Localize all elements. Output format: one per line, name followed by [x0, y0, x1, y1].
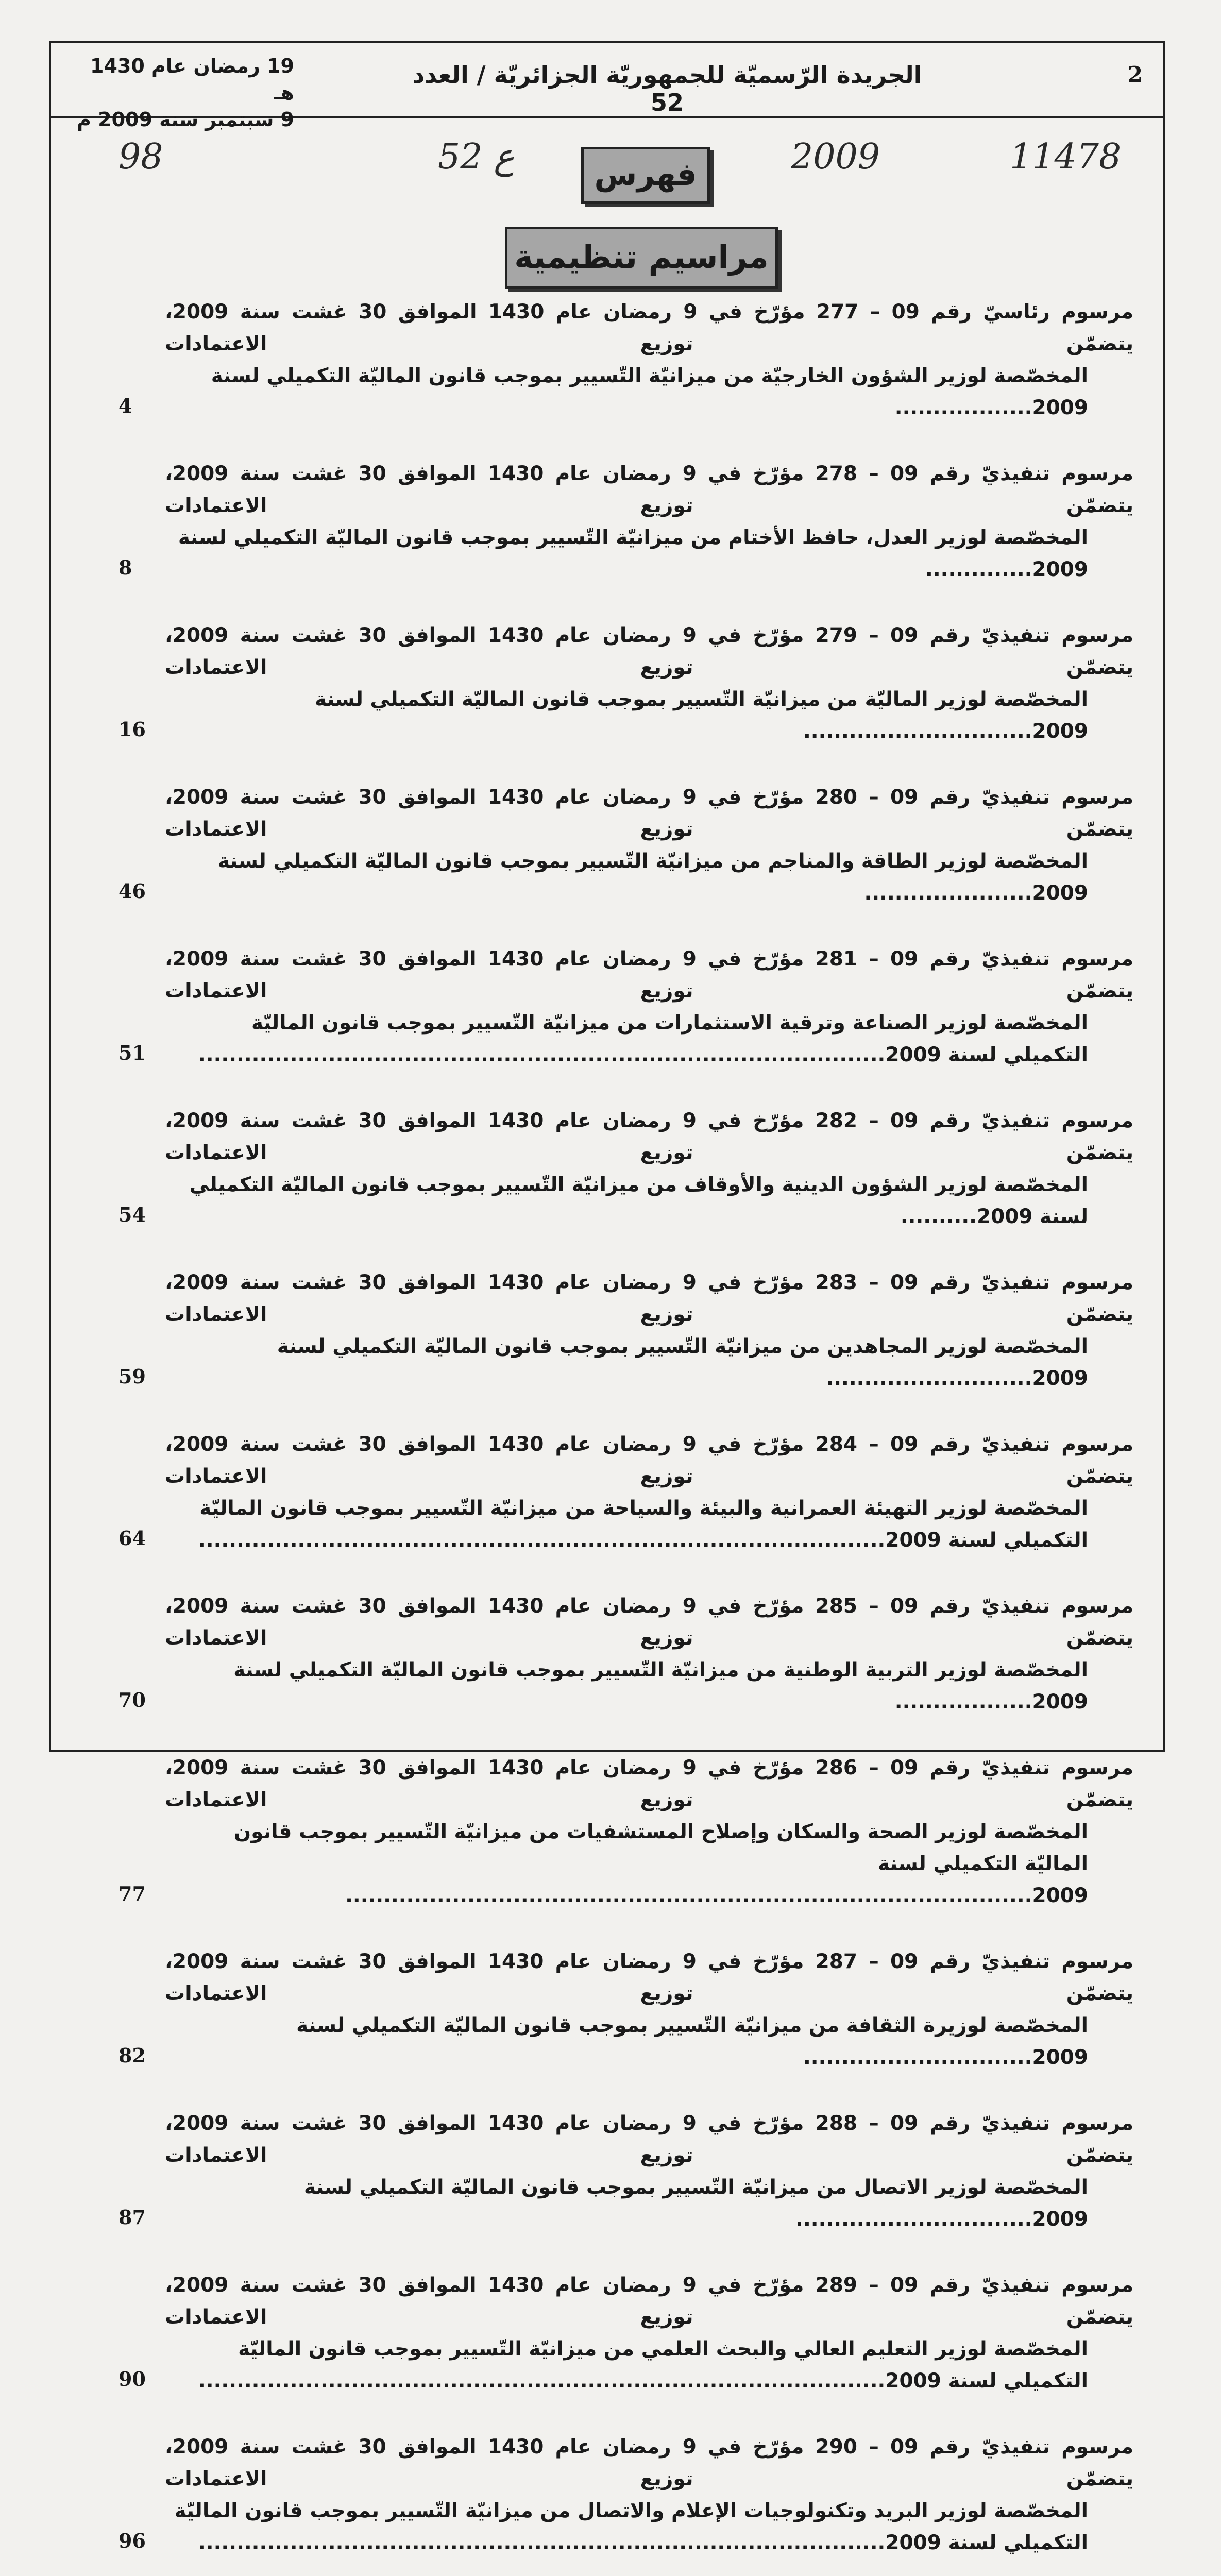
index-entries: [118, 296, 1133, 2576]
entry-page-number: 70: [118, 1688, 146, 1711]
page-number: 2: [1127, 62, 1143, 87]
entry-line: مرسوم تنفيذيّ رقم 09 – 287 مؤرّخ في 9 رمضان عام 1430 الموافق 30 غشت سنة 2009، يتضمّن توزيع الاعتمادات: [165, 1950, 1134, 2005]
index-entry: [118, 296, 1133, 424]
entry-page-number: 51: [118, 1041, 146, 1064]
entry-line: مرسوم تنفيذيّ رقم 09 – 279 مؤرّخ في 9 رمضان عام 1430 الموافق 30 غشت سنة 2009، يتضمّن توزيع الاعتمادات: [165, 624, 1134, 679]
gregorian-date: 9 سبتمبر سنة 2009 م: [77, 108, 294, 131]
entry-line: المخصّصة لوزيرة الثقافة من ميزانيّة التّسيير بموجب قانون الماليّة التكميلي لسنة 2009..............................: [296, 2014, 1088, 2069]
page-header: [49, 41, 1165, 131]
index-title: فهرس: [581, 147, 710, 204]
entry-page-number: 82: [118, 2044, 146, 2067]
index-entry: [118, 1267, 1133, 1395]
issue-dates: [67, 53, 294, 133]
index-entry: [118, 782, 1133, 909]
entry-line: مرسوم تنفيذيّ رقم 09 – 282 مؤرّخ في 9 رمضان عام 1430 الموافق 30 غشت سنة 2009، يتضمّن توزيع الاعتمادات: [165, 1109, 1134, 1164]
index-entry: [118, 2431, 1133, 2559]
index-entry: [118, 943, 1133, 1071]
entry-line: مرسوم تنفيذيّ رقم 09 – 281 مؤرّخ في 9 رمضان عام 1430 الموافق 30 غشت سنة 2009، يتضمّن توزيع الاعتمادات: [165, 947, 1134, 1003]
entry-line: مرسوم تنفيذيّ رقم 09 – 286 مؤرّخ في 9 رمضان عام 1430 الموافق 30 غشت سنة 2009، يتضمّن توزيع الاعتمادات: [165, 1756, 1134, 1811]
entry-page-number: 59: [118, 1365, 146, 1388]
entry-line: مرسوم تنفيذيّ رقم 09 – 289 مؤرّخ في 9 رمضان عام 1430 الموافق 30 غشت سنة 2009، يتضمّن توزيع الاعتمادات: [165, 2274, 1134, 2329]
entry-line: مرسوم تنفيذيّ رقم 09 – 290 مؤرّخ في 9 رمضان عام 1430 الموافق 30 غشت سنة 2009، يتضمّن توزيع الاعتمادات: [165, 2435, 1134, 2490]
entry-line: مرسوم تنفيذيّ رقم 09 – 278 مؤرّخ في 9 رمضان عام 1430 الموافق 30 غشت سنة 2009، يتضمّن توزيع الاعتمادات: [165, 462, 1134, 517]
entry-line: المخصّصة لوزير الطاقة والمناجم من ميزانيّة التّسيير بموجب قانون الماليّة التكميلي لسنة 2009......................: [217, 850, 1088, 905]
entry-page-number: 87: [118, 2206, 146, 2229]
entry-line: مرسوم تنفيذيّ رقم 09 – 288 مؤرّخ في 9 رمضان عام 1430 الموافق 30 غشت سنة 2009، يتضمّن توزيع الاعتمادات: [165, 2112, 1134, 2167]
index-entry: [118, 1946, 1133, 2074]
index-entry: [118, 2269, 1133, 2397]
entry-line: مرسوم تنفيذيّ رقم 09 – 284 مؤرّخ في 9 رمضان عام 1430 الموافق 30 غشت سنة 2009، يتضمّن توزيع الاعتمادات: [165, 1433, 1134, 1488]
hijri-date: 19 رمضان عام 1430 هـ: [90, 55, 294, 104]
entry-page-number: 90: [118, 2367, 146, 2391]
section-title: مراسيم تنظيمية: [505, 227, 778, 289]
entry-line: مرسوم تنفيذيّ رقم 09 – 285 مؤرّخ في 9 رمضان عام 1430 الموافق 30 غشت سنة 2009، يتضمّن توزيع الاعتمادات: [165, 1595, 1134, 1650]
handwritten-note: 52 ع: [438, 137, 515, 177]
handwritten-note: 2009: [791, 137, 880, 177]
entry-page-number: 8: [118, 556, 132, 579]
entry-page-number: 54: [118, 1203, 146, 1226]
entry-line: المخصّصة لوزير الشؤون الخارجيّة من ميزانيّة التّسيير بموجب قانون الماليّة التكميلي لسنة 2009..................: [211, 364, 1088, 419]
entry-line: المخصّصة لوزير التهيئة العمرانية والبيئة والسياحة من ميزانيّة التّسيير بموجب قانون الماليّة التكميلي لسنة 2009..........................................................................................: [198, 1497, 1088, 1552]
index-entry: [118, 1105, 1133, 1233]
entry-line: المخصّصة لوزير الاتصال من ميزانيّة التّسيير بموجب قانون الماليّة التكميلي لسنة 2009...............................: [303, 2176, 1088, 2231]
entry-line: مرسوم رئاسيّ رقم 09 – 277 مؤرّخ في 9 رمضان عام 1430 الموافق 30 غشت سنة 2009، يتضمّن توزيع الاعتمادات: [165, 300, 1134, 355]
index-entry: [118, 2108, 1133, 2235]
index-entry: [118, 458, 1133, 586]
journal-title: الجريدة الرّسميّة للجمهوريّة الجزائريّة / العدد 52: [412, 61, 922, 116]
entry-line: المخصّصة لوزير التربية الوطنية من ميزانيّة التّسيير بموجب قانون الماليّة التكميلي لسنة 2009..................: [233, 1658, 1088, 1714]
handwritten-note: 98: [118, 137, 163, 177]
entry-page-number: 77: [118, 1882, 146, 1905]
entry-line: المخصّصة لوزير التعليم العالي والبحث العلمي من ميزانيّة التّسيير بموجب قانون الماليّة التكميلي لسنة 2009..........................................................................................: [198, 2337, 1088, 2393]
entry-line: المخصّصة لوزير الصحة والسكان وإصلاح المستشفيات من ميزانيّة التّسيير بموجب قانون الماليّة التكميلي لسنة 2009..........................................................................................: [233, 1820, 1088, 1907]
entry-line: مرسوم تنفيذيّ رقم 09 – 280 مؤرّخ في 9 رمضان عام 1430 الموافق 30 غشت سنة 2009، يتضمّن توزيع الاعتمادات: [165, 786, 1134, 841]
entry-page-number: 4: [118, 394, 132, 417]
handwritten-note: 11478: [1010, 137, 1122, 177]
entry-page-number: 96: [118, 2529, 146, 2552]
entry-line: المخصّصة لوزير الماليّة من ميزانيّة التّسيير بموجب قانون الماليّة التكميلي لسنة 2009..............................: [314, 688, 1088, 743]
index-entry: [118, 1590, 1133, 1718]
entry-page-number: 64: [118, 1527, 146, 1550]
entry-line: المخصّصة لوزير الشؤون الدينية والأوقاف من ميزانيّة التّسيير بموجب قانون الماليّة التكميلي لسنة 2009..........: [189, 1173, 1088, 1228]
entry-line: المخصّصة لوزير الصناعة وترقية الاستثمارات من ميزانيّة التّسيير بموجب قانون الماليّة التكميلي لسنة 2009..........................................................................................: [198, 1011, 1088, 1066]
entry-line: المخصّصة لوزير المجاهدين من ميزانيّة التّسيير بموجب قانون الماليّة التكميلي لسنة 2009...........................: [277, 1335, 1088, 1390]
index-entry: [118, 620, 1133, 748]
entry-line: المخصّصة لوزير العدل، حافظ الأختام من ميزانيّة التّسيير بموجب قانون الماليّة التكميلي لسنة 2009..............: [178, 526, 1088, 581]
entry-page-number: 16: [118, 718, 146, 741]
index-entry: [118, 1752, 1133, 1912]
entry-page-number: 46: [118, 879, 146, 903]
index-entry: [118, 1429, 1133, 1556]
entry-line: مرسوم تنفيذيّ رقم 09 – 283 مؤرّخ في 9 رمضان عام 1430 الموافق 30 غشت سنة 2009، يتضمّن توزيع الاعتمادات: [165, 1271, 1134, 1326]
entry-line: المخصّصة لوزير البريد وتكنولوجيات الإعلام والاتصال من ميزانيّة التّسيير بموجب قانون الماليّة التكميلي لسنة 2009..........................................................................................: [174, 2499, 1088, 2554]
